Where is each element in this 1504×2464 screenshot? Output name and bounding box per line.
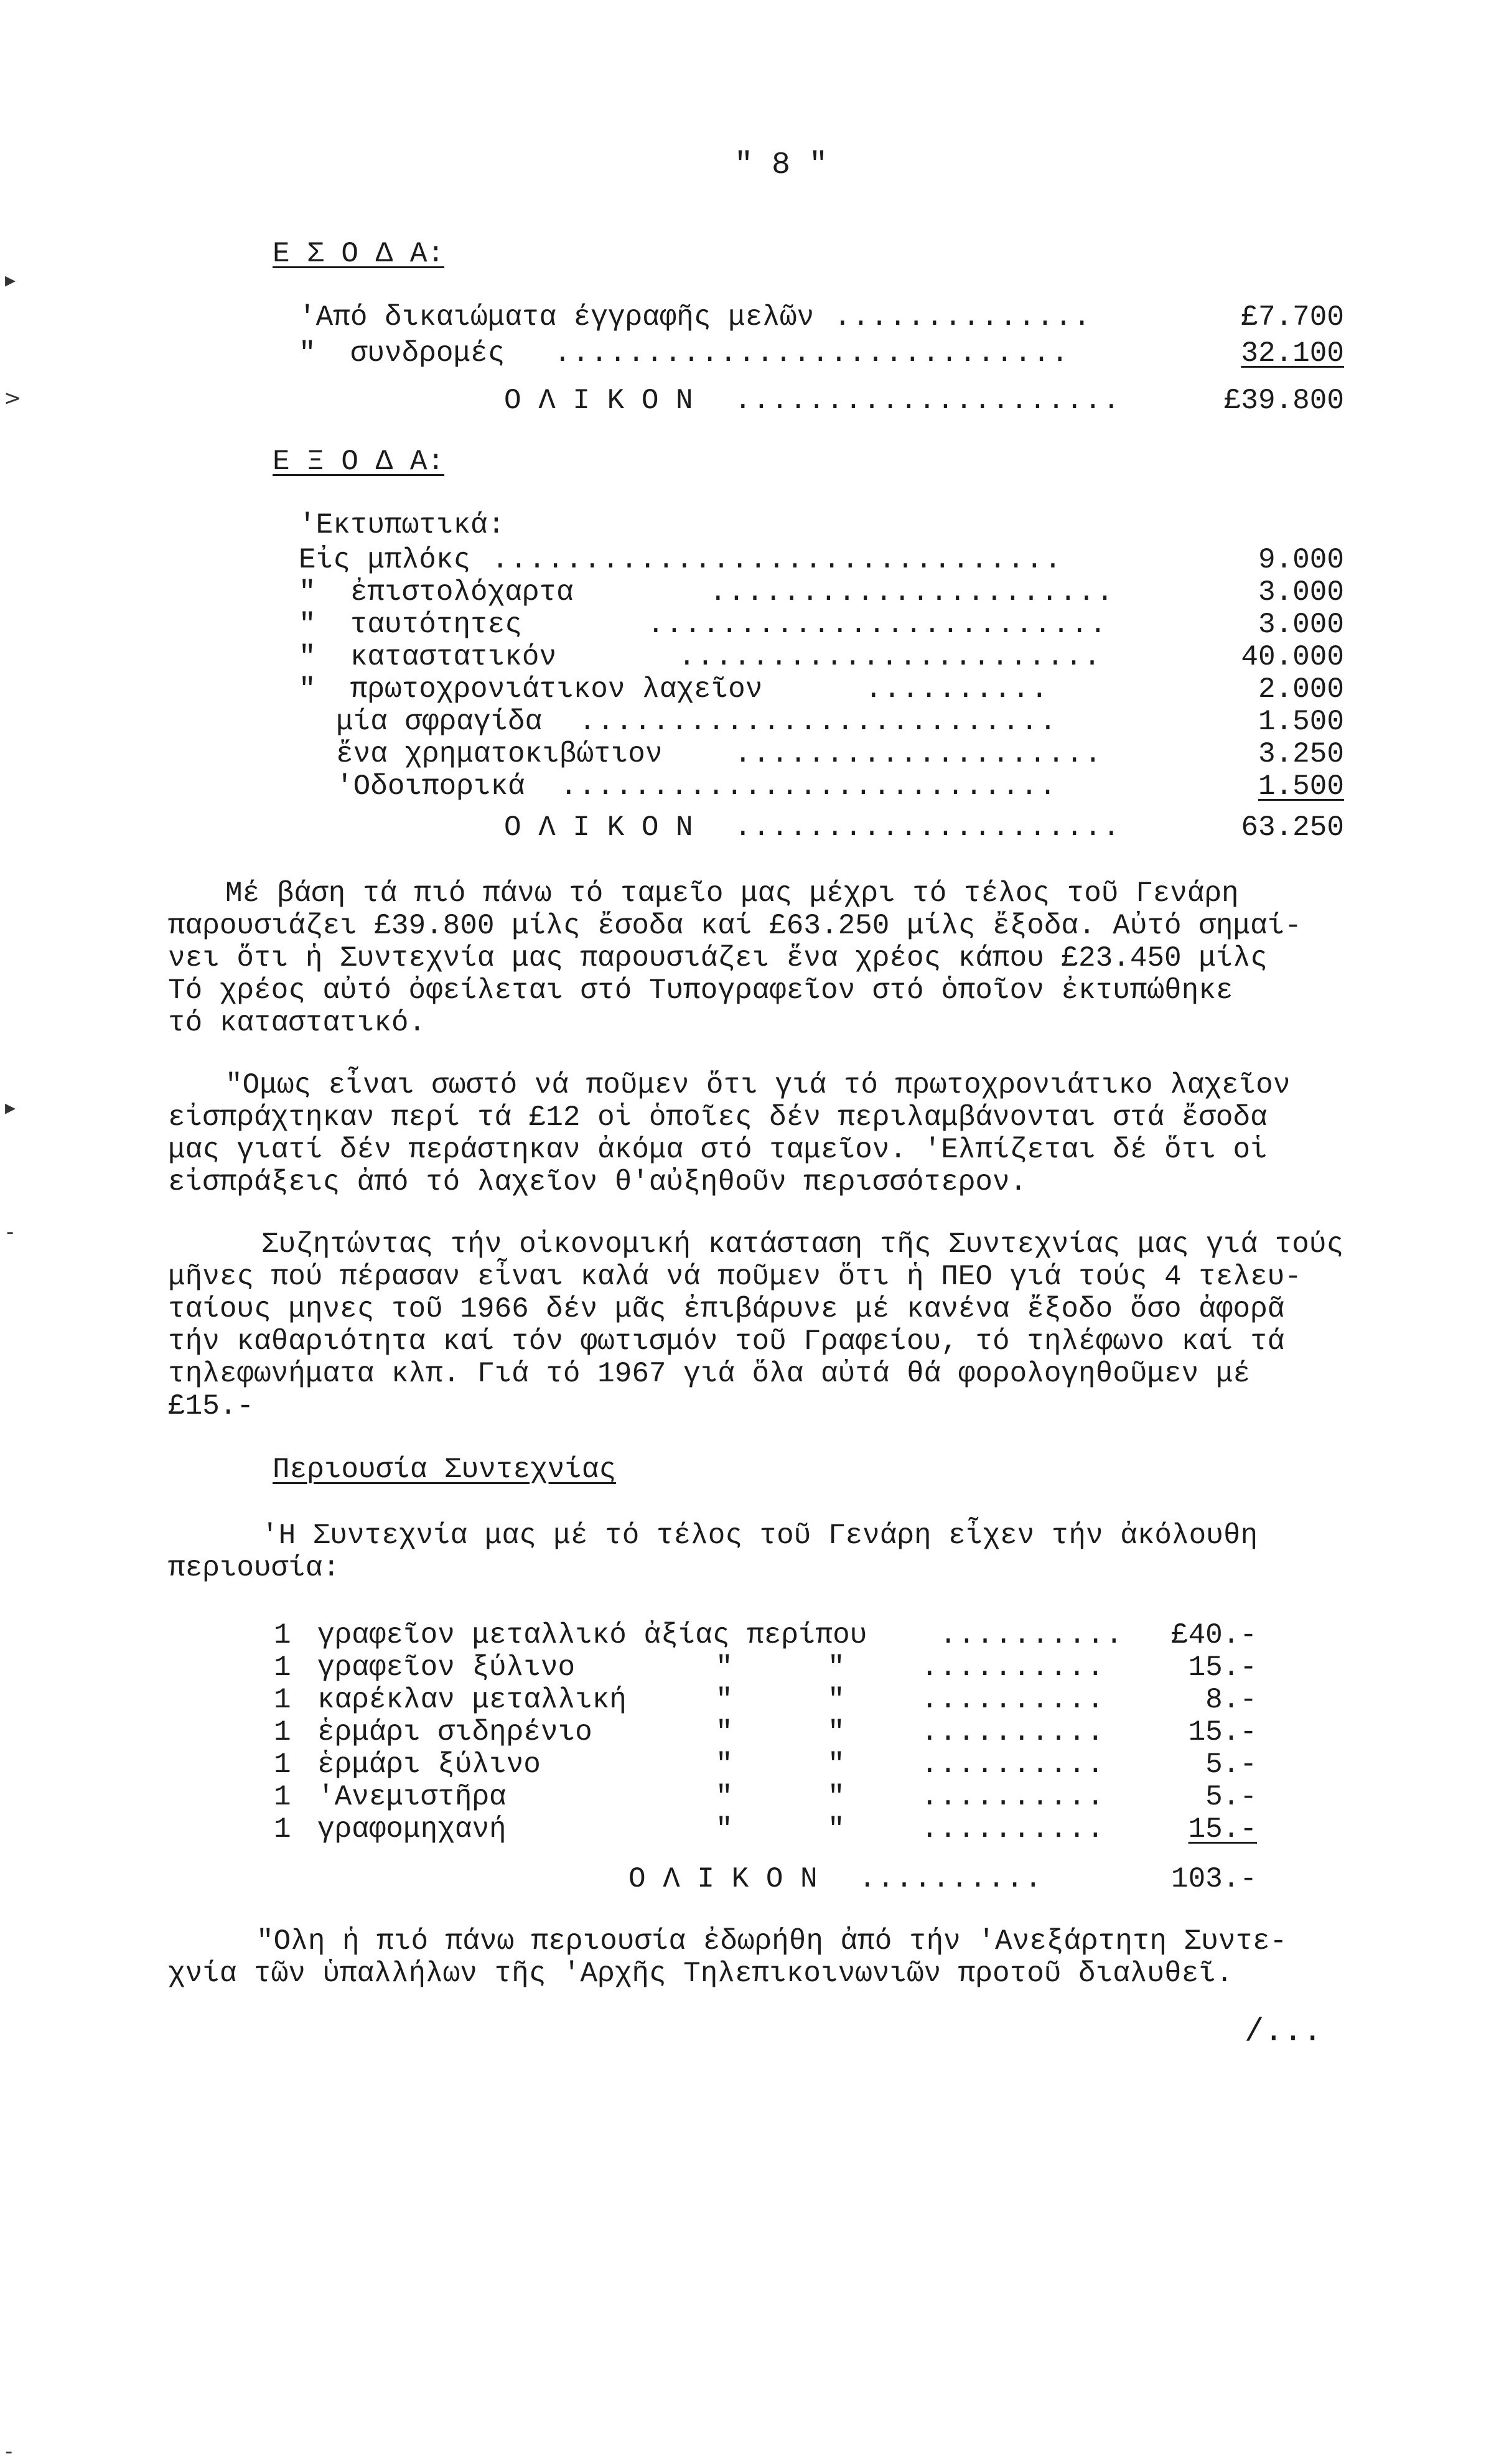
dot-leader: ...................... <box>709 576 1115 609</box>
property-item: γραφομηχανή <box>317 1813 507 1846</box>
dot-leader: .......... <box>865 673 1050 706</box>
income-heading: Ε Σ Ο Δ Α: <box>273 238 445 270</box>
expense-row-label: " ταυτότητες <box>299 609 522 641</box>
paragraph-line: τηλεφωνήματα κλπ. Γιά τό 1967 γιά ὅλα αὐτά θά φορολογηθοῦμεν μέ <box>168 1358 1251 1390</box>
property-amount: 8.- <box>1205 1684 1257 1716</box>
paragraph-line: εἰσπράξεις ἀπό τό λαχεῖον θ'αὐξηθοῦν περισσότερον. <box>168 1166 1027 1198</box>
dot-leader: ..................... <box>734 811 1121 844</box>
paragraph-line: Τό χρέος αὐτό ὀφείλεται στό Τυπογραφεῖον στό ὁποῖον ἐκτυπώθηκε <box>168 974 1233 1007</box>
property-heading: Περιουσία Συντεχνίας <box>273 1454 617 1486</box>
continuation-mark: /... <box>1245 2014 1322 2050</box>
margin-mark: ▸ <box>5 268 16 292</box>
paragraph-line: εἰσπράχτηκαν περί τά £12 οἱ ὁποῖες δέν περιλαμβάνονται στά ἔσοδα <box>168 1101 1268 1134</box>
expenses-total-label: Ο Λ Ι Κ Ο Ν <box>504 811 693 844</box>
property-item: γραφεῖον μεταλλικό ἀξίας περίπου <box>317 1619 867 1651</box>
income-row-label: " συνδρομές <box>299 337 505 370</box>
expense-row-label: " καταστατικόν <box>299 641 557 673</box>
expense-row-amount: 3.250 <box>1258 738 1344 770</box>
expenses-total-amount: 63.250 <box>1241 811 1344 844</box>
dot-leader: ..................... <box>734 385 1121 417</box>
property-amount: 15.- <box>1188 1813 1257 1846</box>
property-item: γραφεῖον ξύλινο <box>317 1651 576 1684</box>
property-item: 'Ανεμιστῆρα <box>317 1781 507 1813</box>
paragraph-line: Μέ βάση τά πιό πάνω τό ταμεῖο μας μέχρι τό τέλος τοῦ Γενάρη <box>225 877 1239 910</box>
paragraph-line: Συζητώντας τήν οἰκονομική κατάσταση τῆς Συντεχνίας μας γιά τούς <box>261 1228 1344 1261</box>
ditto-mark: " <box>828 1813 845 1846</box>
dot-leader: ............................ <box>554 337 1070 370</box>
ditto-mark: " <box>716 1781 733 1813</box>
property-total-label: Ο Λ Ι Κ Ο Ν <box>628 1863 818 1895</box>
property-amount: 15.- <box>1188 1716 1257 1748</box>
expense-row-amount: 2.000 <box>1258 673 1344 706</box>
expense-row-amount: 3.000 <box>1258 576 1344 609</box>
paragraph-line: παρουσιάζει £39.800 μίλς ἔσοδα καί £63.250 μίλς ἔξοδα. Αὐτό σημαί- <box>168 910 1302 942</box>
dot-leader: .......... <box>859 1863 1044 1895</box>
paragraph-line: μῆνες πού πέρασαν εἶναι καλά νά ποῦμεν ὅτι ἡ ΠΕΟ γιά τούς 4 τελευ- <box>168 1261 1302 1293</box>
ditto-mark: " <box>828 1781 845 1813</box>
income-total-label: Ο Λ Ι Κ Ο Ν <box>504 385 693 417</box>
expense-row-label: " ἐπιστολόχαρτα <box>299 576 574 609</box>
expenses-subheading: 'Εκτυπωτικά: <box>299 509 505 541</box>
ditto-mark: " <box>828 1748 845 1781</box>
dot-leader: .................... <box>734 738 1103 770</box>
margin-mark: - <box>5 2439 13 2464</box>
property-qty: 1 <box>274 1748 291 1781</box>
dot-leader: ....................... <box>678 641 1102 673</box>
ditto-mark: " <box>828 1684 845 1716</box>
margin-mark: - <box>6 1220 14 1244</box>
expense-row-amount: 3.000 <box>1258 609 1344 641</box>
dot-leader: .......... <box>940 1619 1124 1651</box>
property-item: ἑρμάρι ξύλινο <box>317 1748 541 1781</box>
expense-row-label: Εἰς μπλόκς <box>299 544 471 576</box>
page-number: " 8 " <box>734 147 828 183</box>
property-total-amount: 103.- <box>1170 1863 1257 1895</box>
dot-leader: .......... <box>921 1716 1106 1748</box>
dot-leader: .......... <box>921 1781 1106 1813</box>
property-item: καρέκλαν μεταλλική <box>317 1684 627 1716</box>
paragraph-line: νει ὅτι ἡ Συντεχνία μας παρουσιάζει ἕνα χρέος κάπου £23.450 μίλς <box>168 942 1268 974</box>
paragraph-line: τήν καθαριότητα καί τόν φωτισμόν τοῦ Γραφείου, τό τηλέφωνο καί τά <box>168 1325 1285 1358</box>
margin-mark: > <box>4 386 22 411</box>
paragraph-line: ταίους μηνες τοῦ 1966 δέν μᾶς ἐπιβάρυνε μέ κανένα ἔξοδο ὅσο ἀφορᾶ <box>168 1293 1285 1325</box>
expense-row-amount: 1.500 <box>1258 770 1344 803</box>
income-total-amount: £39.800 <box>1223 385 1344 417</box>
expense-row-label: ἕνα χρηματοκιβώτιον <box>336 738 663 770</box>
property-qty: 1 <box>274 1813 291 1846</box>
expense-row-label: μία σφραγίδα <box>336 706 543 738</box>
property-qty: 1 <box>274 1619 291 1651</box>
dot-leader: .......... <box>921 1684 1106 1716</box>
paragraph-line: μας γιατί δέν περάστηκαν ἀκόμα στό ταμεῖον. 'Ελπίζεται δέ ὅτι οἱ <box>168 1134 1268 1166</box>
property-intro-line: περιουσία: <box>168 1552 340 1584</box>
ditto-mark: " <box>716 1716 733 1748</box>
paragraph-line: "Ομως εἶναι σωστό νά ποῦμεν ὅτι γιά τό πρωτοχρονιάτικο λαχεῖον <box>225 1069 1291 1101</box>
dot-leader: .......................... <box>579 706 1058 738</box>
property-qty: 1 <box>274 1716 291 1748</box>
expenses-heading: Ε Ξ Ο Δ Α: <box>273 446 445 478</box>
paragraph-line: τό καταστατικό. <box>168 1007 426 1039</box>
expense-row-amount: 40.000 <box>1241 641 1344 673</box>
property-amount: £40.- <box>1170 1619 1257 1651</box>
income-row-amount: 32.100 <box>1241 337 1344 370</box>
ditto-mark: " <box>828 1651 845 1684</box>
expense-row-amount: 1.500 <box>1258 706 1344 738</box>
property-amount: 5.- <box>1205 1781 1257 1813</box>
dot-leader: ........................... <box>560 770 1058 803</box>
closing-line: χνία τῶν ὑπαλλήλων τῆς 'Αρχῆς Τηλεπικοινωνιῶν προτοῦ διαλυθεῖ. <box>168 1958 1233 1990</box>
dot-leader: .......... <box>921 1748 1106 1781</box>
ditto-mark: " <box>716 1684 733 1716</box>
ditto-mark: " <box>828 1716 845 1748</box>
expense-row-label: 'Οδοιπορικά <box>336 770 525 803</box>
dot-leader: .......... <box>921 1813 1106 1846</box>
property-qty: 1 <box>274 1651 291 1684</box>
dot-leader: ......................... <box>647 609 1108 641</box>
property-qty: 1 <box>274 1781 291 1813</box>
dot-leader: .............. <box>834 301 1092 334</box>
closing-line: "Ολη ἡ πιό πάνω περιουσία ἐδωρήθη ἀπό τήν 'Ανεξάρτητη Συντε- <box>256 1925 1287 1958</box>
income-row-amount: £7.700 <box>1241 301 1344 334</box>
property-qty: 1 <box>274 1684 291 1716</box>
property-amount: 5.- <box>1205 1748 1257 1781</box>
dot-leader: .......... <box>921 1651 1106 1684</box>
dot-leader: ............................... <box>492 544 1063 576</box>
ditto-mark: " <box>716 1651 733 1684</box>
margin-mark: ▸ <box>5 1095 16 1120</box>
property-intro-line: 'Η Συντεχνία μας μέ τό τέλος τοῦ Γενάρη εἶχεν τήν ἀκόλουθη <box>261 1519 1258 1552</box>
expense-row-label: " πρωτοχρονιάτικον λαχεῖον <box>299 673 763 706</box>
property-item: ἑρμάρι σιδηρένιο <box>317 1716 592 1748</box>
ditto-mark: " <box>716 1748 733 1781</box>
income-row-label: 'Από δικαιώματα έγγραφῆς μελῶν <box>299 301 815 334</box>
property-amount: 15.- <box>1188 1651 1257 1684</box>
expense-row-amount: 9.000 <box>1258 544 1344 576</box>
ditto-mark: " <box>716 1813 733 1846</box>
paragraph-line: £15.- <box>168 1390 255 1422</box>
